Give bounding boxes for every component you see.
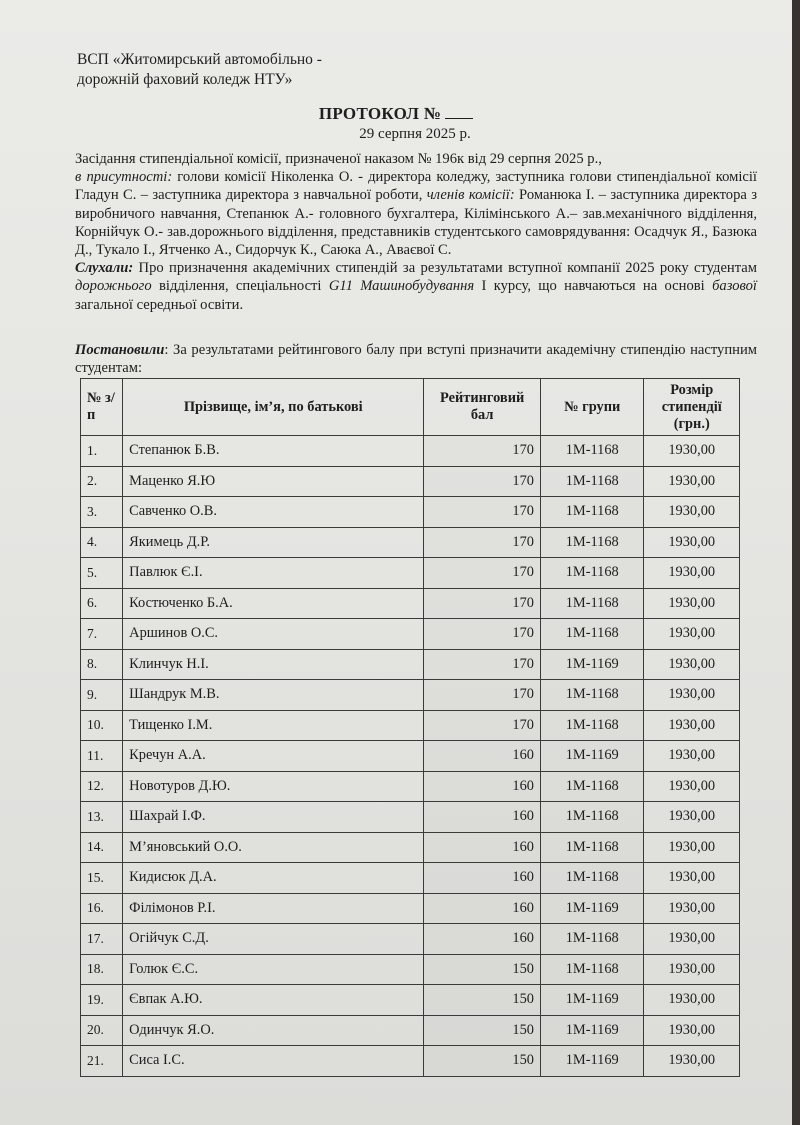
table-row [81, 436, 740, 467]
header-full-name: Прізвище, ім’я, по батькові [123, 379, 424, 436]
organization-name [77, 50, 322, 90]
table-header [81, 379, 740, 436]
heard-basis: базової [712, 278, 757, 295]
scholarship-amount: 1930,00 [644, 863, 740, 894]
student-name: Сиса І.С. [123, 1046, 424, 1077]
row-number: 16. [81, 893, 123, 924]
meeting-statement: Засідання стипендіальної комісії, призначеної наказом № 196к від 29 серпня 2025 р., [75, 151, 602, 167]
rating-score: 170 [424, 527, 541, 558]
rating-score: 170 [424, 588, 541, 619]
scholarship-amount: 1930,00 [644, 588, 740, 619]
row-number: 3. [81, 497, 123, 528]
title-block [0, 104, 792, 143]
student-name: Костюченко Б.А. [123, 588, 424, 619]
student-name: Огійчук С.Д. [123, 924, 424, 955]
group-number: 1М-1168 [540, 771, 643, 802]
heard-text-4: загальної середньої освіти. [75, 296, 244, 313]
table-body [81, 436, 740, 1077]
group-number: 1М-1168 [540, 619, 643, 650]
group-number: 1М-1169 [540, 649, 643, 680]
present-text-2: Романюка І. – заступника директора з виробничого навчання, Степанюк А.- головного бухгалтера, Кілімінського А.– зав.механічного відділення, Корнійчук О.- зав.дорожнього відділення, представників студентського самоврядування: Осадчук Я., Базюка Д., Тукало І., Ятченко А., Сидорчук К., Саюка А., Аваєвої С. [75, 187, 758, 259]
protocol-date: 29 серпня 2025 р. [359, 126, 471, 142]
rating-score: 160 [424, 893, 541, 924]
group-number: 1М-1169 [540, 741, 643, 772]
row-number: 12. [81, 771, 123, 802]
group-number: 1М-1168 [540, 863, 643, 894]
table-row [81, 863, 740, 894]
rating-score: 160 [424, 741, 541, 772]
row-number: 10. [81, 710, 123, 741]
attendance-paragraph [75, 168, 757, 259]
protocol-number-blank [445, 104, 473, 119]
table-row [81, 558, 740, 589]
table-row [81, 741, 740, 772]
organization-line-1: ВСП «Житомирський автомобільно - [77, 51, 322, 68]
scholarship-amount: 1930,00 [644, 497, 740, 528]
group-number: 1М-1168 [540, 680, 643, 711]
row-number: 1. [81, 436, 123, 467]
group-number: 1М-1169 [540, 985, 643, 1016]
row-number: 8. [81, 649, 123, 680]
table-row [81, 985, 740, 1016]
rating-score: 160 [424, 924, 541, 955]
scholarship-amount: 1930,00 [644, 1046, 740, 1077]
rating-score: 170 [424, 558, 541, 589]
row-number: 14. [81, 832, 123, 863]
decree-paragraph [75, 341, 757, 377]
preamble [75, 150, 757, 314]
group-number: 1М-1168 [540, 558, 643, 589]
rating-score: 170 [424, 466, 541, 497]
scholarship-amount: 1930,00 [644, 558, 740, 589]
scholarship-table [80, 378, 740, 1077]
heard-text-3: І курсу, що навчаються на основі [474, 278, 713, 295]
organization-line-2: дорожній фаховий коледж НТУ» [77, 71, 293, 88]
student-name: Павлюк Є.І. [123, 558, 424, 589]
row-number: 6. [81, 588, 123, 619]
rating-score: 160 [424, 802, 541, 833]
table-row [81, 619, 740, 650]
rating-score: 170 [424, 436, 541, 467]
heard-paragraph [75, 259, 757, 314]
student-name: Голюк Є.С. [123, 954, 424, 985]
table-row [81, 1046, 740, 1077]
scholarship-amount: 1930,00 [644, 680, 740, 711]
student-name: Кречун А.А. [123, 741, 424, 772]
student-name: Філімонов Р.І. [123, 893, 424, 924]
row-number: 4. [81, 527, 123, 558]
student-name: Новотуров Д.Ю. [123, 771, 424, 802]
rating-score: 160 [424, 863, 541, 894]
table-row [81, 497, 740, 528]
rating-score: 150 [424, 985, 541, 1016]
rating-score: 160 [424, 832, 541, 863]
rating-score: 170 [424, 680, 541, 711]
table-row [81, 802, 740, 833]
student-name: Шандрук М.В. [123, 680, 424, 711]
rating-score: 150 [424, 1015, 541, 1046]
scholarship-amount: 1930,00 [644, 1015, 740, 1046]
scholarship-amount: 1930,00 [644, 924, 740, 955]
student-name: М’яновський О.О. [123, 832, 424, 863]
decree-text: : За результатами рейтингового балу при вступі призначити академічну стипендію наступним студентам: [75, 342, 757, 377]
row-number: 17. [81, 924, 123, 955]
student-name: Маценко Я.Ю [123, 466, 424, 497]
table-row [81, 893, 740, 924]
group-number: 1М-1168 [540, 832, 643, 863]
scholarship-amount: 1930,00 [644, 954, 740, 985]
scholarship-amount: 1930,00 [644, 527, 740, 558]
rating-score: 170 [424, 497, 541, 528]
table-row [81, 771, 740, 802]
table-row [81, 954, 740, 985]
table-row [81, 832, 740, 863]
row-number: 2. [81, 466, 123, 497]
table-row [81, 924, 740, 955]
rating-score: 170 [424, 619, 541, 650]
scholarship-amount: 1930,00 [644, 832, 740, 863]
row-number: 5. [81, 558, 123, 589]
header-scholarship-amount: Розмір стипендії (грн.) [644, 379, 740, 436]
table-row [81, 527, 740, 558]
row-number: 19. [81, 985, 123, 1016]
group-number: 1М-1168 [540, 527, 643, 558]
student-name: Шахрай І.Ф. [123, 802, 424, 833]
scholarship-amount: 1930,00 [644, 710, 740, 741]
student-name: Тищенко І.М. [123, 710, 424, 741]
group-number: 1М-1168 [540, 466, 643, 497]
scholarship-amount: 1930,00 [644, 466, 740, 497]
table-row [81, 680, 740, 711]
scholarship-amount: 1930,00 [644, 985, 740, 1016]
row-number: 18. [81, 954, 123, 985]
table-row [81, 588, 740, 619]
header-row [81, 379, 740, 436]
rating-score: 160 [424, 771, 541, 802]
group-number: 1М-1168 [540, 588, 643, 619]
table-row [81, 1015, 740, 1046]
group-number: 1М-1168 [540, 802, 643, 833]
rating-score: 150 [424, 954, 541, 985]
table-row [81, 710, 740, 741]
present-text-1: голови комісії Ніколенка О. - директора коледжу, заступника голови стипендіальної комісії Гладун С. – заступника директора з навчальної роботи, [75, 169, 757, 204]
scholarship-amount: 1930,00 [644, 893, 740, 924]
group-number: 1М-1168 [540, 924, 643, 955]
scholarship-amount: 1930,00 [644, 771, 740, 802]
student-name: Одинчук Я.О. [123, 1015, 424, 1046]
decree-label: Постановили [75, 342, 165, 358]
row-number: 21. [81, 1046, 123, 1077]
group-number: 1М-1169 [540, 1015, 643, 1046]
student-name: Степанюк Б.В. [123, 436, 424, 467]
header-rating-score: Рейтинговий бал [424, 379, 541, 436]
group-number: 1М-1168 [540, 954, 643, 985]
rating-score: 150 [424, 1046, 541, 1077]
row-number: 20. [81, 1015, 123, 1046]
scholarship-amount: 1930,00 [644, 802, 740, 833]
protocol-title [0, 104, 792, 124]
rating-score: 170 [424, 649, 541, 680]
table-row [81, 466, 740, 497]
row-number: 9. [81, 680, 123, 711]
group-number: 1М-1169 [540, 893, 643, 924]
group-number: 1М-1168 [540, 436, 643, 467]
group-number: 1М-1168 [540, 710, 643, 741]
members-label: членів комісії: [426, 187, 515, 204]
heard-department: дорожнього [75, 278, 152, 295]
student-name: Клинчук Н.І. [123, 649, 424, 680]
heard-text-2: відділення, спеціальності [151, 278, 329, 295]
row-number: 11. [81, 741, 123, 772]
header-group-number: № групи [540, 379, 643, 436]
header-number: № з/п [81, 379, 123, 436]
scholarship-amount: 1930,00 [644, 649, 740, 680]
row-number: 13. [81, 802, 123, 833]
present-label: в присутності: [75, 169, 173, 186]
table-row [81, 649, 740, 680]
scholarship-amount: 1930,00 [644, 436, 740, 467]
student-name: Кидисюк Д.А. [123, 863, 424, 894]
group-number: 1М-1168 [540, 497, 643, 528]
student-name: Аршинов О.С. [123, 619, 424, 650]
scholarship-amount: 1930,00 [644, 619, 740, 650]
heard-label: Слухали: [75, 260, 134, 277]
student-name: Савченко О.В. [123, 497, 424, 528]
student-name: Якимець Д.Р. [123, 527, 424, 558]
heard-specialty: G11 Машинобудування [328, 278, 475, 295]
student-name: Євпак А.Ю. [123, 985, 424, 1016]
rating-score: 170 [424, 710, 541, 741]
heard-text-1: Про призначення академічних стипендій за результатами вступної компанії 2025 року студентам [133, 260, 757, 277]
row-number: 7. [81, 619, 123, 650]
protocol-title-text: ПРОТОКОЛ № [318, 104, 442, 123]
scholarship-amount: 1930,00 [644, 741, 740, 772]
row-number: 15. [81, 863, 123, 894]
group-number: 1М-1169 [540, 1046, 643, 1077]
